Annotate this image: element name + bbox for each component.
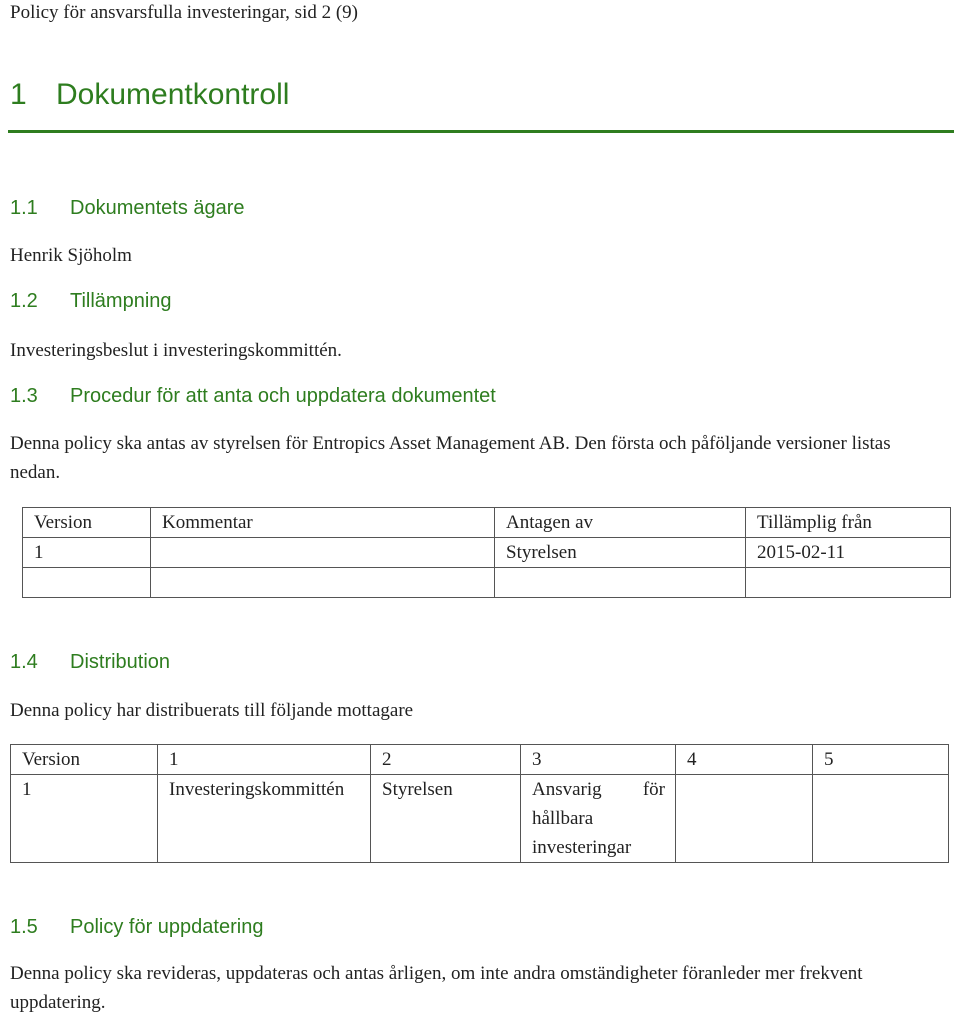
cell-word: Ansvarig: [532, 779, 602, 800]
table-cell: 1: [11, 775, 158, 863]
subsection-title: Policy för uppdatering: [70, 916, 264, 938]
subsection-number: 1.5: [10, 916, 38, 938]
table-cell: [676, 775, 813, 863]
table-row: [23, 538, 951, 568]
table-cell: [813, 775, 949, 863]
table-cell: [495, 568, 746, 598]
page-header: Policy för ansvarsfulla investeringar, sid 2 (9): [10, 2, 359, 23]
table-header-cell: Antagen av: [495, 508, 746, 538]
table-header-row: [11, 745, 949, 775]
cell-line: investeringar: [532, 837, 632, 858]
cell-line: [532, 775, 675, 804]
procedure-text-line: Denna policy ska antas av styrelsen för Entropics Asset Management AB. Den första och påföljande versioner listas: [10, 433, 891, 454]
subsection-number: 1.3: [10, 385, 38, 407]
table-cell: 1: [23, 538, 151, 568]
versions-table: [22, 507, 951, 598]
update-policy-text: [10, 959, 863, 1017]
subsection-heading-1-1: [10, 197, 245, 220]
table-header-cell: 4: [676, 745, 813, 775]
table-cell: [746, 568, 951, 598]
cell-line: hållbara: [532, 808, 594, 829]
table-header-cell: 1: [158, 745, 371, 775]
distribution-table: [10, 744, 949, 863]
table-cell: Investeringskommittén: [158, 775, 371, 863]
table-cell: Styrelsen: [371, 775, 521, 863]
subsection-number: 1.2: [10, 290, 38, 312]
owner-text: Henrik Sjöholm: [10, 245, 132, 266]
table-header-cell: 3: [521, 745, 676, 775]
table-header-cell: 5: [813, 745, 949, 775]
table-cell: [151, 568, 495, 598]
section-heading-1: [10, 78, 289, 112]
update-text-line: Denna policy ska revideras, uppdateras och antas årligen, om inte andra omständigheter föranleder mer frekvent: [10, 963, 863, 984]
subsection-number: 1.1: [10, 197, 38, 219]
table-cell: 2015-02-11: [746, 538, 951, 568]
table-row: [11, 775, 949, 863]
section-number: 1: [10, 78, 27, 111]
subsection-heading-1-2: [10, 290, 172, 313]
heading-rule: [8, 130, 954, 133]
table-header-cell: 2: [371, 745, 521, 775]
subsection-title: Distribution: [70, 651, 171, 673]
subsection-title: Procedur för att anta och uppdatera dokumentet: [70, 385, 496, 407]
table-cell: [23, 568, 151, 598]
procedure-text-line: nedan.: [10, 462, 61, 483]
table-header-row: [23, 508, 951, 538]
application-text: Investeringsbeslut i investeringskommittén.: [10, 340, 342, 361]
table-row: [23, 568, 951, 598]
cell-word: för: [642, 779, 665, 800]
section-title: Dokumentkontroll: [56, 78, 290, 111]
subsection-number: 1.4: [10, 651, 38, 673]
table-cell: [151, 538, 495, 568]
procedure-text: [10, 429, 891, 487]
table-header-cell: Version: [23, 508, 151, 538]
update-text-line: uppdatering.: [10, 992, 106, 1013]
table-header-cell: Version: [11, 745, 158, 775]
subsection-heading-1-4: [10, 651, 170, 674]
subsection-heading-1-5: [10, 916, 263, 939]
table-header-cell: Kommentar: [151, 508, 495, 538]
table-cell: Styrelsen: [495, 538, 746, 568]
subsection-title: Dokumentets ägare: [70, 197, 245, 219]
subsection-heading-1-3: [10, 385, 496, 408]
table-cell: [521, 775, 676, 863]
table-header-cell: Tillämplig från: [746, 508, 951, 538]
distribution-text: Denna policy har distribuerats till följande mottagare: [10, 700, 414, 721]
subsection-title: Tillämpning: [70, 290, 172, 312]
